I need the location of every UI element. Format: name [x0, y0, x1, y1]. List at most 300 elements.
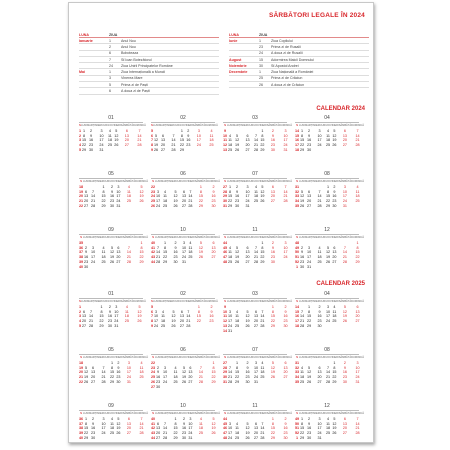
week-number: 30	[223, 375, 228, 380]
weekday-header: S	[224, 124, 226, 127]
day-cell: 26	[235, 147, 240, 152]
day-cell: 28	[163, 435, 168, 440]
weekday-header: S	[224, 180, 226, 183]
day-cell: 29	[179, 147, 184, 152]
day-cell	[330, 436, 339, 441]
day-cell: 8	[301, 133, 304, 138]
day-cell: 21	[342, 255, 347, 260]
day-cell	[114, 265, 123, 270]
week-number: 17	[295, 143, 300, 148]
day-cell: 29	[300, 147, 305, 152]
day-cell: 21	[260, 431, 265, 436]
day-cell: 5	[138, 304, 141, 309]
day-cell: 23	[211, 199, 216, 204]
day-cell: 16	[91, 426, 96, 431]
day-cell: 8	[140, 245, 143, 250]
day-cell: 27	[253, 435, 259, 440]
day-cell: 28	[156, 259, 161, 264]
day-cell: 4	[301, 365, 304, 370]
holiday-day: 30	[259, 63, 263, 68]
day-cell	[114, 436, 123, 441]
day-cell: 6	[212, 240, 215, 245]
holiday-name: Anul Nou	[121, 44, 136, 49]
day-cell	[205, 324, 218, 329]
day-cell: 14	[355, 421, 360, 426]
day-cell: 30	[116, 379, 121, 384]
weekday-header: DUMINICĂ	[351, 124, 364, 127]
day-cell	[279, 260, 292, 265]
day-cell: 25	[228, 259, 233, 264]
day-cell: 24	[116, 199, 121, 204]
day-cell: 28	[342, 259, 347, 264]
weekday-header: S	[296, 356, 298, 359]
holiday-month: August	[229, 57, 242, 62]
day-cell: 15	[270, 426, 275, 431]
day-cell: 9	[308, 421, 311, 426]
day-cell: 4	[229, 245, 232, 250]
weekday-header: SÂMBĂTĂ	[122, 180, 136, 183]
day-cell: 10	[188, 421, 193, 426]
day-cell: 23	[209, 319, 214, 324]
week-number: 6	[151, 309, 154, 314]
day-cell: 7	[261, 309, 264, 314]
day-cell: 19	[325, 255, 331, 260]
day-cell: 28	[253, 147, 259, 152]
day-cell: 16	[84, 255, 89, 260]
weekday-header: S	[296, 124, 298, 127]
day-cell: 20	[253, 319, 259, 324]
day-cell: 10	[196, 133, 201, 138]
holidays-table-left	[79, 31, 219, 113]
weekday-header: LUNI	[227, 236, 234, 239]
day-cell: 3	[246, 184, 249, 189]
holidays-table-right	[229, 31, 369, 113]
week-number: 43	[151, 255, 156, 260]
day-cell: 22	[228, 199, 233, 204]
week-number: 2	[79, 133, 82, 138]
day-cell: 8	[271, 309, 274, 314]
day-cell: 2	[110, 184, 114, 189]
weekday-header: MIERCURI	[167, 300, 180, 303]
day-cell: 6	[161, 133, 165, 138]
holiday-day: 3	[109, 76, 111, 81]
day-cell: 22	[300, 143, 305, 148]
weekday-header: S	[296, 300, 298, 303]
week-number: 37	[79, 250, 84, 255]
day-cell: 30	[91, 435, 96, 440]
day-cell: 18	[300, 375, 305, 380]
day-cell: 16	[211, 194, 216, 199]
day-cell: 26	[84, 379, 89, 384]
weekday-header: LUNI	[81, 124, 87, 127]
day-cell: 11	[188, 245, 193, 250]
day-cell: 1	[110, 360, 114, 365]
day-cell: 11	[260, 365, 265, 370]
weekday-header: VINERI	[258, 180, 267, 183]
day-cell: 25	[300, 379, 305, 384]
weekday-header: S	[152, 180, 154, 183]
week-number: 12	[223, 319, 228, 324]
day-cell: 19	[245, 319, 250, 324]
day-cell: 30	[317, 323, 322, 328]
month-card	[79, 115, 146, 159]
weekday-header: JOI	[179, 124, 184, 127]
day-cell	[330, 148, 339, 153]
month-card	[79, 291, 146, 335]
weekday-header: LUNI	[155, 236, 162, 239]
week-number: 38	[79, 255, 84, 260]
week-number: 34	[295, 199, 300, 204]
week-number: 42	[151, 426, 156, 431]
day-cell: 4	[356, 184, 359, 189]
week-number: 31	[295, 184, 300, 189]
week-number: 44	[151, 435, 156, 440]
day-cell: 13	[124, 133, 129, 138]
day-cell: 24	[91, 259, 96, 264]
day-cell: 20	[156, 431, 161, 436]
day-cell: 16	[307, 426, 312, 431]
day-cell: 15	[325, 194, 331, 199]
day-cell	[123, 204, 135, 209]
day-cell: 15	[163, 250, 168, 255]
month-grid	[151, 236, 220, 265]
day-cell: 26	[235, 259, 240, 264]
day-cell: 22	[270, 319, 275, 324]
day-cell: 10	[317, 421, 322, 426]
day-cell: 13	[181, 194, 187, 199]
weekday-header: LUNI	[83, 180, 90, 183]
day-cell: 14	[260, 314, 265, 319]
day-cell: 22	[173, 431, 178, 436]
month-grid	[151, 124, 218, 153]
day-cell: 5	[301, 189, 304, 194]
day-cell: 11	[124, 309, 129, 314]
day-cell: 2	[92, 416, 95, 421]
day-cell: 12	[245, 314, 250, 319]
calendar-2025-title: CALENDAR 2025	[316, 281, 365, 287]
week-number: 5	[79, 323, 82, 328]
day-cell: 10	[91, 250, 96, 255]
day-cell: 10	[283, 245, 288, 250]
day-cell: 7	[356, 128, 359, 133]
week-number: 52	[295, 259, 300, 264]
day-cell: 4	[326, 128, 330, 133]
day-cell: 15	[211, 370, 216, 375]
weekday-header: MARȚI	[233, 300, 242, 303]
day-cell	[241, 329, 254, 334]
day-cell: 18	[260, 370, 265, 375]
day-cell: 27	[116, 259, 121, 264]
weekday-header: JOI	[109, 236, 115, 239]
day-cell	[121, 148, 133, 153]
week-number: 51	[295, 255, 300, 260]
week-number: 23	[151, 365, 156, 370]
day-cell: 13	[188, 370, 193, 375]
day-cell: 20	[245, 255, 250, 260]
day-cell: 22	[109, 375, 115, 380]
day-cell: 13	[355, 309, 360, 314]
month-name: 03	[223, 115, 287, 123]
day-cell: 13	[307, 194, 312, 199]
holiday-name: Sf.Ioan Botezătorul	[121, 57, 152, 62]
day-cell: 21	[101, 375, 106, 380]
day-cell: 7	[187, 309, 190, 314]
day-cell: 6	[254, 421, 258, 426]
day-cell	[267, 329, 279, 334]
day-cell: 19	[211, 426, 216, 431]
day-cell: 16	[300, 255, 305, 260]
weekday-header: JOI	[253, 124, 259, 127]
day-cell: 7	[189, 189, 192, 194]
day-cell: 11	[228, 250, 232, 255]
day-cell: 3	[343, 184, 346, 189]
day-cell: 5	[246, 309, 249, 314]
day-cell: 26	[245, 323, 250, 328]
day-cell: 25	[209, 143, 214, 148]
day-cell: 19	[332, 426, 337, 431]
day-cell: 3	[308, 245, 311, 250]
weekday-header: MIERCURI	[95, 300, 108, 303]
day-cell: 21	[137, 138, 142, 143]
day-cell: 23	[270, 143, 275, 148]
day-cell: 27	[245, 259, 250, 264]
week-number: 33	[295, 194, 300, 199]
month-name: 11	[223, 227, 287, 235]
weekday-header: VINERI	[258, 124, 267, 127]
month-grid	[223, 412, 292, 441]
day-cell: 9	[92, 421, 95, 426]
week-number: 39	[79, 431, 84, 436]
day-cell	[207, 260, 220, 265]
day-cell: 11	[326, 421, 330, 426]
day-cell: 6	[333, 245, 336, 250]
day-cell: 12	[139, 189, 144, 194]
day-cell: 20	[181, 199, 187, 204]
day-cell: 5	[212, 416, 215, 421]
day-cell	[135, 265, 148, 270]
weekday-header: S	[296, 180, 298, 183]
day-cell: 21	[325, 375, 331, 380]
day-cell: 19	[245, 431, 250, 436]
day-cell: 26	[342, 319, 347, 324]
day-cell: 1	[301, 416, 304, 421]
day-cell: 9	[89, 133, 93, 138]
day-cell: 2	[157, 365, 160, 370]
day-cell: 30	[332, 203, 337, 208]
day-cell: 15	[307, 314, 312, 319]
holiday-name: Anul Nou	[121, 38, 136, 43]
day-cell: 5	[308, 365, 311, 370]
day-cell: 14	[317, 194, 322, 199]
week-number: 18	[79, 360, 84, 365]
day-cell: 18	[332, 314, 337, 319]
weekday-header: LUNI	[299, 124, 306, 127]
day-cell: 19	[260, 194, 265, 199]
day-cell: 29	[300, 435, 305, 440]
week-number: 26	[151, 379, 156, 384]
day-cell: 21	[283, 194, 288, 199]
day-cell: 16	[88, 138, 94, 143]
day-cell: 31	[253, 379, 259, 384]
day-cell: 3	[318, 128, 321, 133]
day-cell: 11	[317, 250, 322, 255]
day-cell: 23	[109, 199, 115, 204]
month-name: 06	[151, 171, 215, 179]
day-cell: 18	[325, 138, 331, 143]
day-cell: 15	[270, 314, 275, 319]
day-cell: 15	[179, 138, 184, 143]
day-cell: 26	[300, 203, 305, 208]
day-cell: 3	[127, 360, 130, 365]
week-number: 24	[151, 194, 156, 199]
weekday-header: JOI	[253, 236, 259, 239]
day-cell: 30	[307, 147, 312, 152]
day-cell: 17	[317, 426, 322, 431]
day-cell: 23	[283, 319, 288, 324]
day-cell: 10	[228, 314, 233, 319]
weekday-header: JOI	[325, 124, 331, 127]
week-number: 14	[295, 128, 300, 133]
day-cell: 12	[198, 245, 203, 250]
day-cell: 13	[270, 189, 275, 194]
day-cell: 15	[198, 194, 203, 199]
day-cell: 7	[254, 245, 258, 250]
day-cell: 8	[164, 245, 167, 250]
month-card	[151, 115, 218, 159]
holiday-row	[79, 88, 219, 94]
weekday-header: S	[224, 300, 226, 303]
weekday-header: MARȚI	[305, 124, 314, 127]
day-cell: 6	[157, 421, 160, 426]
day-cell: 21	[188, 199, 193, 204]
day-cell: 29	[101, 203, 106, 208]
day-cell: 18	[163, 199, 168, 204]
month-grid	[295, 300, 364, 329]
day-cell	[97, 436, 110, 441]
day-cell: 19	[109, 255, 115, 260]
week-number: 22	[151, 184, 156, 189]
day-cell: 19	[181, 375, 187, 380]
day-cell: 25	[163, 203, 168, 208]
day-cell: 24	[181, 255, 187, 260]
day-cell: 2	[212, 184, 215, 189]
day-cell: 22	[198, 199, 203, 204]
week-number: 3	[79, 314, 82, 319]
weekday-header: S	[80, 356, 82, 359]
day-cell: 31	[355, 379, 360, 384]
day-cell: 31	[126, 379, 131, 384]
day-cell: 17	[355, 370, 360, 375]
day-cell: 5	[140, 184, 143, 189]
day-cell: 8	[212, 365, 215, 370]
day-cell: 24	[283, 255, 288, 260]
week-number: 49	[295, 416, 300, 421]
day-cell: 20	[124, 138, 129, 143]
day-cell: 4	[125, 304, 128, 309]
month-card	[79, 227, 148, 271]
day-cell: 17	[188, 426, 193, 431]
day-cell: 17	[114, 314, 119, 319]
weekday-header: SÂMBĂTĂ	[192, 300, 206, 303]
day-cell: 2	[308, 416, 311, 421]
day-cell: 23	[116, 375, 121, 380]
day-cell: 18	[355, 194, 360, 199]
day-cell: 5	[261, 184, 264, 189]
weekday-header: MARȚI	[86, 124, 96, 127]
holidays-header	[229, 31, 369, 38]
weekday-header: MARȚI	[86, 300, 96, 303]
weekday-header: DUMINICĂ	[135, 356, 148, 359]
day-cell: 12	[300, 194, 305, 199]
day-cell: 11	[300, 370, 304, 375]
weekday-header: MARȚI	[158, 124, 168, 127]
month-grid	[79, 412, 148, 441]
day-cell: 30	[173, 259, 178, 264]
month-card	[223, 115, 292, 159]
day-cell: 25	[325, 431, 331, 436]
day-cell: 23	[186, 143, 191, 148]
day-cell: 7	[199, 365, 202, 370]
day-cell: 22	[235, 375, 240, 380]
weekday-header: MIERCURI	[241, 300, 254, 303]
day-cell: 7	[261, 421, 264, 426]
week-number: 32	[295, 365, 300, 370]
weekday-header: DUMINICĂ	[279, 180, 292, 183]
week-number: 5	[151, 304, 154, 309]
day-cell: 17	[307, 255, 312, 260]
day-cell	[207, 385, 220, 390]
weekday-header: DUMINICĂ	[279, 236, 292, 239]
day-cell: 12	[181, 370, 187, 375]
day-cell: 17	[196, 138, 201, 143]
day-cell: 30	[181, 435, 187, 440]
day-cell: 24	[114, 319, 119, 324]
week-number: 13	[223, 323, 228, 328]
weekday-header: LUNI	[155, 180, 162, 183]
weekday-header: SÂMBĂTĂ	[194, 356, 208, 359]
day-cell: 26	[114, 143, 119, 148]
week-number: 46	[223, 250, 228, 255]
weekday-header: MIERCURI	[241, 356, 254, 359]
day-cell: 17	[317, 138, 322, 143]
day-cell: 7	[301, 309, 304, 314]
day-cell: 27	[355, 319, 360, 324]
day-cell: 27	[245, 147, 250, 152]
weekday-header: JOI	[253, 300, 259, 303]
month-name: 09	[79, 227, 143, 235]
day-cell: 13	[179, 314, 184, 319]
weekday-header: SÂMBĂTĂ	[120, 300, 134, 303]
weekday-header: JOI	[179, 300, 184, 303]
day-cell: 27	[84, 203, 89, 208]
day-cell: 22	[84, 431, 89, 436]
day-cell: 15	[99, 314, 104, 319]
weekday-header: S	[79, 124, 81, 127]
holiday-name: A doua zi de Paști	[121, 89, 150, 94]
day-cell: 3	[157, 189, 160, 194]
day-cell: 12	[84, 370, 89, 375]
week-number: 38	[79, 426, 84, 431]
day-cell: 3	[197, 128, 200, 133]
day-cell: 16	[181, 426, 187, 431]
day-cell: 28	[317, 203, 322, 208]
day-cell	[207, 436, 220, 441]
month-card	[295, 227, 364, 271]
weekday-header: DUMINICĂ	[135, 412, 148, 415]
day-cell: 5	[236, 133, 239, 138]
week-number: 36	[79, 245, 84, 250]
day-cell: 21	[228, 375, 233, 380]
